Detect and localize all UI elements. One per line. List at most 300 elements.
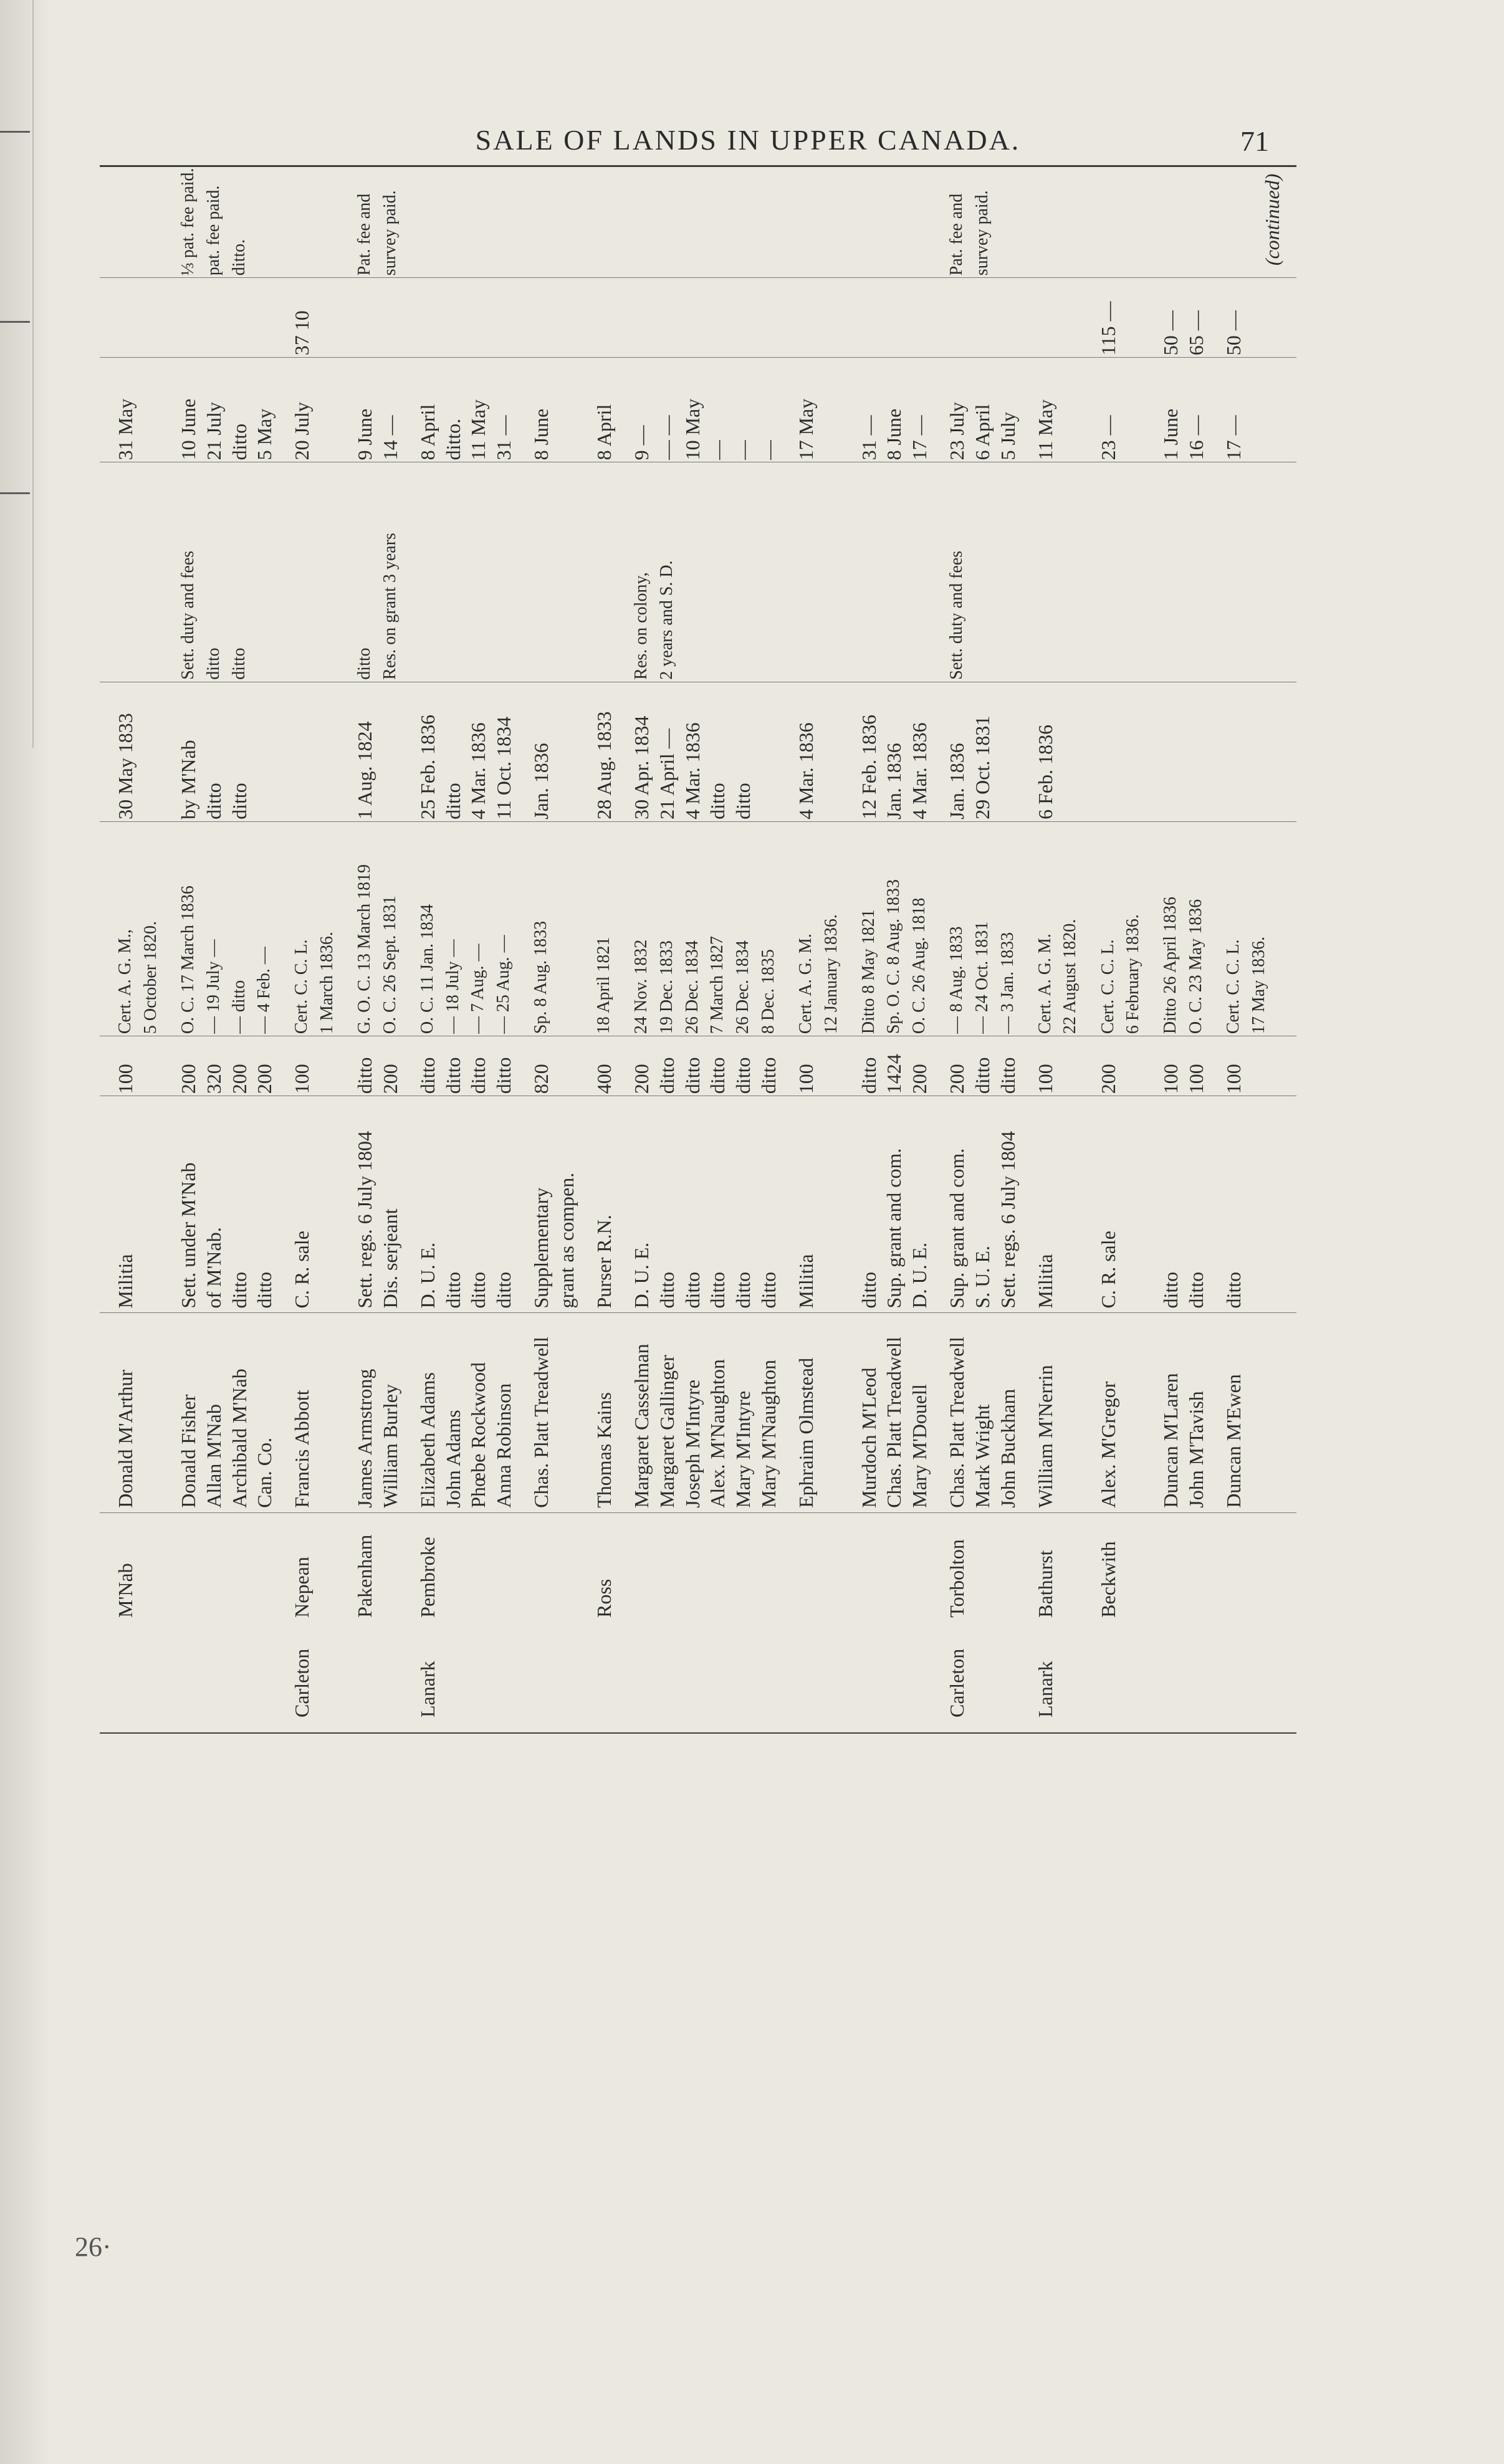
- cell-patent: ditto: [228, 423, 251, 461]
- page-number: 71: [1240, 125, 1269, 157]
- table-row: [352, 465, 403, 679]
- cell-how-acquired: ditto: [706, 1271, 729, 1309]
- cell-name: John M'Tavish: [1185, 1391, 1208, 1508]
- table-row: [793, 685, 819, 819]
- cell-how-acquired: Sett. under M'Nab: [177, 1162, 200, 1309]
- table-row: [1033, 1099, 1058, 1308]
- table-row: [1096, 360, 1121, 460]
- table-row: [289, 1623, 315, 1717]
- table-row: [629, 1039, 781, 1094]
- table-row: [352, 1319, 403, 1508]
- gutter-mark: [0, 321, 30, 323]
- cell-deed-date: by M'Nab: [177, 740, 200, 819]
- cell-conditions: 2 years and S. D.: [656, 560, 676, 680]
- cell-conditions: Res. on grant 3 years: [380, 533, 400, 680]
- sideways-table: [100, 131, 1296, 1732]
- cell-authority: — ditto: [229, 980, 249, 1034]
- cell-how-acquired: S. U. E.: [970, 1246, 994, 1309]
- cell-deed-date: 28 Aug. 1833: [593, 711, 616, 819]
- table-row: [176, 465, 252, 679]
- running-title: SALE OF LANDS IN UPPER CANADA.: [475, 124, 1021, 156]
- cell-deed-date: 4 Mar. 1836: [908, 722, 931, 819]
- table-row: [856, 1039, 932, 1094]
- cell-authority: O. C. 11 Jan. 1834: [418, 904, 438, 1034]
- cell-acres: ditto: [467, 1057, 490, 1094]
- table-row: [415, 1623, 441, 1717]
- cell-name: Duncan M'Laren: [1159, 1373, 1182, 1508]
- table-row: [1033, 824, 1083, 1034]
- cell-how-acquired: ditto: [757, 1271, 780, 1309]
- cell-how-acquired: D. U. E.: [908, 1242, 931, 1309]
- cell-patent: 14 —: [378, 415, 401, 461]
- cell-remarks: survey paid.: [380, 190, 400, 276]
- table-row: [1158, 280, 1209, 355]
- cell-conditions: ditto: [203, 647, 223, 680]
- gutter-mark: [0, 492, 30, 494]
- table-row: [793, 1319, 819, 1508]
- table-row: [415, 360, 517, 460]
- cell-authority: 7 March 1827: [707, 936, 727, 1034]
- cell-authority: — 18 July —: [443, 939, 462, 1034]
- table-row: [1221, 1319, 1247, 1508]
- cell-how-acquired: Supplementary: [530, 1187, 553, 1309]
- cell-patent: 21 July: [202, 402, 225, 461]
- cell-authority: Sp. 8 Aug. 1833: [531, 920, 551, 1034]
- table-row: [1096, 1513, 1121, 1618]
- column-rule: [100, 1512, 1296, 1513]
- column-patent: [100, 360, 1296, 460]
- cell-authority: — 4 Feb. —: [254, 947, 274, 1034]
- table-row: [793, 1099, 819, 1308]
- table-row: [856, 1319, 932, 1508]
- cell-acres: 200: [378, 1064, 401, 1094]
- cell-authority: G. O. C. 13 March 1819: [355, 864, 375, 1034]
- table-row: [113, 360, 138, 460]
- table-row: [289, 1039, 315, 1094]
- cell-how-acquired: D. U. E.: [630, 1242, 653, 1309]
- cell-acres: 100: [1222, 1064, 1245, 1094]
- table-row: [113, 824, 163, 1034]
- cell-patent: 16 —: [1185, 415, 1208, 461]
- cell-deed-date: 29 Oct. 1831: [970, 715, 994, 819]
- cell-name: William M'Nerrin: [1033, 1365, 1056, 1508]
- cell-how-acquired: ditto: [492, 1271, 515, 1309]
- table-row: [944, 360, 1020, 460]
- table-row: [176, 1099, 277, 1308]
- cell-how-acquired: ditto: [467, 1271, 490, 1309]
- cell-authority: 8 Dec. 1835: [758, 949, 778, 1034]
- column-conditions: [100, 465, 1296, 679]
- column-rule: [100, 1312, 1296, 1313]
- column-county: [100, 1623, 1296, 1717]
- cell-acres: ditto: [655, 1057, 678, 1094]
- cell-name: Joseph M'Intyre: [681, 1380, 704, 1508]
- cell-deed-date: 4 Mar. 1836: [681, 722, 704, 819]
- table-row: [944, 824, 1020, 1034]
- cell-acres: ditto: [441, 1057, 464, 1094]
- cell-how-acquired: grant as compen.: [555, 1172, 578, 1309]
- cell-authority: — 24 Oct. 1831: [972, 921, 992, 1034]
- cell-remarks: ⅓ pat. fee paid.: [178, 168, 198, 276]
- cell-patent: 11 May: [1033, 399, 1056, 461]
- cell-authority: Cert. A. G. M.: [795, 934, 815, 1034]
- cell-how-acquired: ditto: [228, 1271, 251, 1309]
- cell-deed-date: ditto: [441, 783, 464, 819]
- table-row: [529, 1319, 554, 1508]
- cell-acres: 1424: [883, 1054, 906, 1094]
- column-remarks: [100, 141, 1296, 275]
- table-row: [856, 824, 932, 1034]
- cell-name: Margaret Gallinger: [655, 1355, 678, 1508]
- cell-deed-date: 30 May 1833: [114, 713, 137, 819]
- cell-township: M'Nab: [114, 1563, 137, 1618]
- table-row: [1221, 360, 1247, 460]
- table-row: [529, 685, 554, 819]
- cell-township: Beckwith: [1096, 1541, 1119, 1618]
- cell-acres: 100: [794, 1064, 817, 1094]
- table-row: [113, 1099, 138, 1308]
- cell-deed-date: ditto: [202, 783, 225, 819]
- cell-conditions: Sett. duty and fees: [947, 550, 967, 680]
- cell-name: Chas. Platt Treadwell: [530, 1337, 553, 1508]
- cell-authority: 26 Dec. 1834: [682, 940, 702, 1034]
- cell-deed-date: ditto: [228, 783, 251, 819]
- table-row: [176, 824, 277, 1034]
- table-row: [944, 1319, 1020, 1508]
- cell-patent: —: [706, 440, 729, 461]
- cell-authority: 5 October 1820.: [141, 920, 161, 1034]
- cell-name: Ephraim Olmstead: [794, 1357, 817, 1508]
- cell-how-acquired: Militia: [1033, 1254, 1056, 1309]
- cell-acres: ditto: [681, 1057, 704, 1094]
- table-row: [1158, 824, 1209, 1034]
- cell-conditions: Sett. duty and fees: [178, 550, 198, 680]
- cell-authority: 24 Nov. 1832: [631, 939, 651, 1034]
- bottom-rule: [100, 1732, 1296, 1734]
- column-authority: [100, 824, 1296, 1034]
- cell-patent: 20 July: [290, 402, 314, 461]
- table-row: [592, 685, 617, 819]
- table-row: [629, 685, 756, 819]
- table-row: [1221, 824, 1272, 1034]
- cell-authority: 18 April 1821: [594, 937, 614, 1034]
- cell-name: Elizabeth Adams: [416, 1372, 439, 1508]
- cell-name: Francis Abbott: [290, 1390, 314, 1508]
- cell-name: Murdoch M'Leod: [857, 1367, 880, 1508]
- cell-name: Chas. Platt Treadwell: [883, 1337, 906, 1508]
- table-row: [629, 1099, 781, 1308]
- cell-authority: 19 Dec. 1833: [656, 940, 676, 1034]
- table-row: [1221, 1099, 1247, 1308]
- cell-authority: Ditto 26 April 1836: [1161, 897, 1181, 1034]
- column-township: [100, 1513, 1296, 1618]
- column-fees: [100, 280, 1296, 355]
- cell-how-acquired: C. R. sale: [1096, 1231, 1119, 1309]
- table-row: [629, 824, 781, 1034]
- cell-name: Mark Wright: [970, 1404, 994, 1508]
- table-row: [352, 1513, 378, 1618]
- cell-how-acquired: Militia: [794, 1254, 817, 1309]
- cell-patent: 1 June: [1159, 408, 1182, 461]
- cell-how-acquired: ditto: [1222, 1271, 1245, 1309]
- cell-acres: ditto: [416, 1057, 439, 1094]
- cell-patent: 31 —: [857, 415, 880, 461]
- table-row: [944, 465, 970, 679]
- cell-patent: 10 May: [681, 398, 704, 461]
- cell-acres: 100: [290, 1064, 314, 1094]
- cell-deed-date: Jan. 1836: [946, 743, 969, 819]
- cell-how-acquired: Militia: [114, 1254, 137, 1309]
- table-row: [415, 824, 517, 1034]
- cell-name: Margaret Casselman: [630, 1344, 653, 1508]
- cell-how-acquired: D. U. E.: [416, 1242, 439, 1309]
- cell-authority: Sp. O. C. 8 Aug. 1833: [884, 879, 904, 1034]
- table-row: [629, 360, 781, 460]
- cell-how-acquired: ditto: [1185, 1271, 1208, 1309]
- cell-acres: ditto: [757, 1057, 780, 1094]
- cell-patent: —: [757, 440, 780, 461]
- table-row: [176, 141, 252, 275]
- cell-patent: ditto.: [441, 418, 464, 461]
- table-row: [1033, 1039, 1058, 1094]
- table-row: [592, 1099, 617, 1308]
- signature-mark: 26·: [75, 2232, 112, 2262]
- table-row: [1158, 1039, 1209, 1094]
- table-row: [1221, 1039, 1247, 1094]
- cell-authority: 6 February 1836.: [1123, 914, 1143, 1034]
- cell-patent: 8 April: [593, 404, 616, 461]
- cell-authority: — 8 Aug. 1833: [947, 926, 967, 1034]
- cell-remarks: pat. fee paid.: [203, 185, 223, 276]
- table-row: [415, 1099, 517, 1308]
- cell-fees: 115 —: [1096, 301, 1119, 356]
- cell-patent: —: [732, 440, 755, 461]
- table-row: [592, 360, 617, 460]
- cell-acres: 100: [1033, 1064, 1056, 1094]
- table-row: [592, 1319, 617, 1508]
- table-row: [352, 1099, 403, 1308]
- cell-name: William Burley: [378, 1384, 401, 1508]
- cell-township: Ross: [593, 1578, 616, 1618]
- column-deed-date: [100, 685, 1296, 819]
- cell-remarks: ditto.: [229, 239, 249, 276]
- cell-acres: 400: [593, 1064, 616, 1094]
- cell-acres: 200: [177, 1064, 200, 1094]
- table-row: [289, 1099, 315, 1308]
- table-row: [352, 360, 403, 460]
- cell-name: John Adams: [441, 1410, 464, 1508]
- table-row: [1096, 1319, 1121, 1508]
- spine-line: [32, 0, 34, 748]
- cell-patent: 17 —: [1222, 415, 1245, 461]
- table-row: [1033, 360, 1058, 460]
- cell-acres: ditto: [857, 1057, 880, 1094]
- cell-acres: 320: [202, 1064, 225, 1094]
- cell-patent: 17 May: [794, 398, 817, 461]
- column-acres: [100, 1039, 1296, 1094]
- table-row: [1158, 1319, 1209, 1508]
- cell-name: Mary M'Intyre: [732, 1390, 755, 1508]
- table-row: [289, 1319, 315, 1508]
- cell-deed-date: 12 Feb. 1836: [857, 714, 880, 819]
- cell-deed-date: Jan. 1836: [883, 743, 906, 819]
- table-row: [289, 1513, 315, 1618]
- cell-authority: — 19 July —: [203, 939, 223, 1034]
- table-row: [176, 1039, 277, 1094]
- cell-how-acquired: C. R. sale: [290, 1231, 314, 1309]
- cell-county: Carleton: [946, 1648, 969, 1717]
- table-row: [1096, 1039, 1121, 1094]
- cell-authority: Cert. C. C. L.: [1224, 939, 1243, 1034]
- cell-how-acquired: Sett. regs. 6 July 1804: [996, 1131, 1019, 1309]
- column-name: [100, 1319, 1296, 1508]
- table-row: [529, 1039, 554, 1094]
- cell-authority: 22 August 1820.: [1060, 919, 1080, 1034]
- table-row: [793, 1039, 819, 1094]
- cell-acres: 200: [1096, 1064, 1119, 1094]
- table-row: [1033, 1319, 1058, 1508]
- cell-patent: 31 May: [114, 398, 137, 461]
- cell-patent: 10 June: [177, 398, 200, 461]
- cell-name: Mary M'Naughton: [757, 1360, 780, 1508]
- table-row: [856, 360, 932, 460]
- cell-township: Pembroke: [416, 1537, 439, 1618]
- table-row: [176, 1319, 277, 1508]
- cell-how-acquired: Sup. grant and com.: [883, 1148, 906, 1309]
- cell-fees: 37 10: [290, 310, 314, 356]
- cell-acres: ditto: [492, 1057, 515, 1094]
- cell-name: Alex. M'Naughton: [706, 1359, 729, 1508]
- cell-authority: — 25 Aug. —: [494, 935, 514, 1034]
- cell-how-acquired: Purser R.N.: [593, 1215, 616, 1309]
- table-row: [1096, 824, 1146, 1034]
- table-row: [1033, 685, 1058, 819]
- table-row: [352, 824, 403, 1034]
- cell-deed-date: Jan. 1836: [530, 743, 553, 819]
- cell-remarks: Pat. fee and: [947, 193, 967, 276]
- cell-patent: 17 —: [908, 415, 931, 461]
- cell-acres: 200: [946, 1064, 969, 1094]
- cell-authority: O. C. 23 May 1836: [1186, 899, 1206, 1034]
- cell-deed-date: ditto: [706, 783, 729, 819]
- cell-how-acquired: ditto: [857, 1271, 880, 1309]
- cell-acres: ditto: [970, 1057, 994, 1094]
- cell-authority: — 7 Aug. —: [468, 943, 488, 1034]
- cell-county: Carleton: [290, 1648, 314, 1717]
- table-row: [944, 141, 995, 275]
- table-row: [289, 280, 315, 355]
- table-row: [176, 685, 252, 819]
- table-row: [113, 1039, 138, 1094]
- cell-name: Mary M'Douell: [908, 1384, 931, 1508]
- cell-authority: Cert. A. G. M.,: [115, 929, 135, 1034]
- cell-how-acquired: ditto: [441, 1271, 464, 1309]
- cell-patent: 23 July: [946, 402, 969, 461]
- cell-name: John Buckham: [996, 1388, 1019, 1508]
- cell-patent: 8 June: [883, 408, 906, 461]
- cell-patent: 23 —: [1096, 415, 1119, 461]
- table-row: [113, 1513, 138, 1618]
- cell-name: Can. Co.: [253, 1437, 276, 1508]
- column-rule: [100, 821, 1296, 822]
- table-row: [793, 824, 844, 1034]
- cell-authority: O. C. 26 Aug. 1818: [909, 897, 929, 1034]
- column-rule: [100, 277, 1296, 278]
- cell-name: James Armstrong: [353, 1368, 376, 1508]
- table-row: [529, 824, 554, 1034]
- table-row: [1221, 280, 1247, 355]
- cell-deed-date: 4 Mar. 1836: [467, 722, 490, 819]
- cell-authority: Cert. C. C. L.: [1098, 939, 1118, 1034]
- table-row: [1096, 1099, 1121, 1308]
- cell-patent: 8 June: [530, 408, 553, 461]
- cell-acres: 200: [908, 1064, 931, 1094]
- cell-authority: 26 Dec. 1834: [733, 940, 753, 1034]
- cell-name: Archibald M'Nab: [228, 1368, 251, 1508]
- table-row: [856, 1099, 932, 1308]
- cell-acres: ditto: [706, 1057, 729, 1094]
- cell-fees: 50 —: [1222, 310, 1245, 356]
- cell-how-acquired: Dis. serjeant: [378, 1208, 401, 1309]
- cell-patent: 9 —: [630, 425, 653, 461]
- cell-deed-date: 11 Oct. 1834: [492, 716, 515, 819]
- cell-patent: 6 April: [970, 404, 994, 461]
- table-row: [1033, 1623, 1058, 1717]
- table-row: [113, 685, 138, 819]
- cell-patent: 31 —: [492, 415, 515, 461]
- cell-fees: 50 —: [1159, 310, 1182, 356]
- table-row: [629, 465, 679, 679]
- table-row: [415, 1513, 441, 1618]
- cell-patent: 11 May: [467, 399, 490, 461]
- cell-acres: 200: [630, 1064, 653, 1094]
- table-row: [289, 360, 315, 460]
- table-row: [944, 1623, 970, 1717]
- table-row: [415, 1319, 517, 1508]
- cell-name: Phœbe Rockwood: [467, 1362, 490, 1508]
- table-row: [1033, 1513, 1058, 1618]
- table-row: [352, 1039, 403, 1094]
- cell-acres: 100: [1159, 1064, 1182, 1094]
- cell-authority: 17 May 1836.: [1248, 936, 1268, 1034]
- cell-county: Lanark: [1033, 1661, 1056, 1717]
- cell-township: Nepean: [290, 1557, 314, 1618]
- cell-township: Pakenham: [353, 1534, 376, 1618]
- table-row: [944, 1513, 970, 1618]
- cell-how-acquired: ditto: [1159, 1271, 1182, 1309]
- cell-authority: 12 January 1836.: [821, 914, 841, 1034]
- continued-note: (continued): [1261, 173, 1283, 266]
- column-how-acquired: [100, 1099, 1296, 1308]
- cell-how-acquired: Sup. grant and com.: [946, 1148, 969, 1309]
- cell-conditions: Res. on colony,: [631, 572, 651, 680]
- table-row: [856, 685, 932, 819]
- table-row: [944, 685, 995, 819]
- cell-how-acquired: Sett. regs. 6 July 1804: [353, 1131, 376, 1309]
- table-row: [352, 685, 378, 819]
- cell-name: Donald M'Arthur: [114, 1370, 137, 1508]
- table-row: [1096, 280, 1121, 355]
- column-rule: [100, 357, 1296, 358]
- table-row: [1158, 360, 1209, 460]
- cell-deed-date: 4 Mar. 1836: [794, 722, 817, 819]
- table-row: [592, 824, 617, 1034]
- cell-name: Thomas Kains: [593, 1392, 616, 1508]
- table-row: [415, 685, 517, 819]
- cell-acres: 100: [1185, 1064, 1208, 1094]
- table-row: [1158, 1099, 1209, 1308]
- cell-name: Chas. Platt Treadwell: [946, 1337, 969, 1508]
